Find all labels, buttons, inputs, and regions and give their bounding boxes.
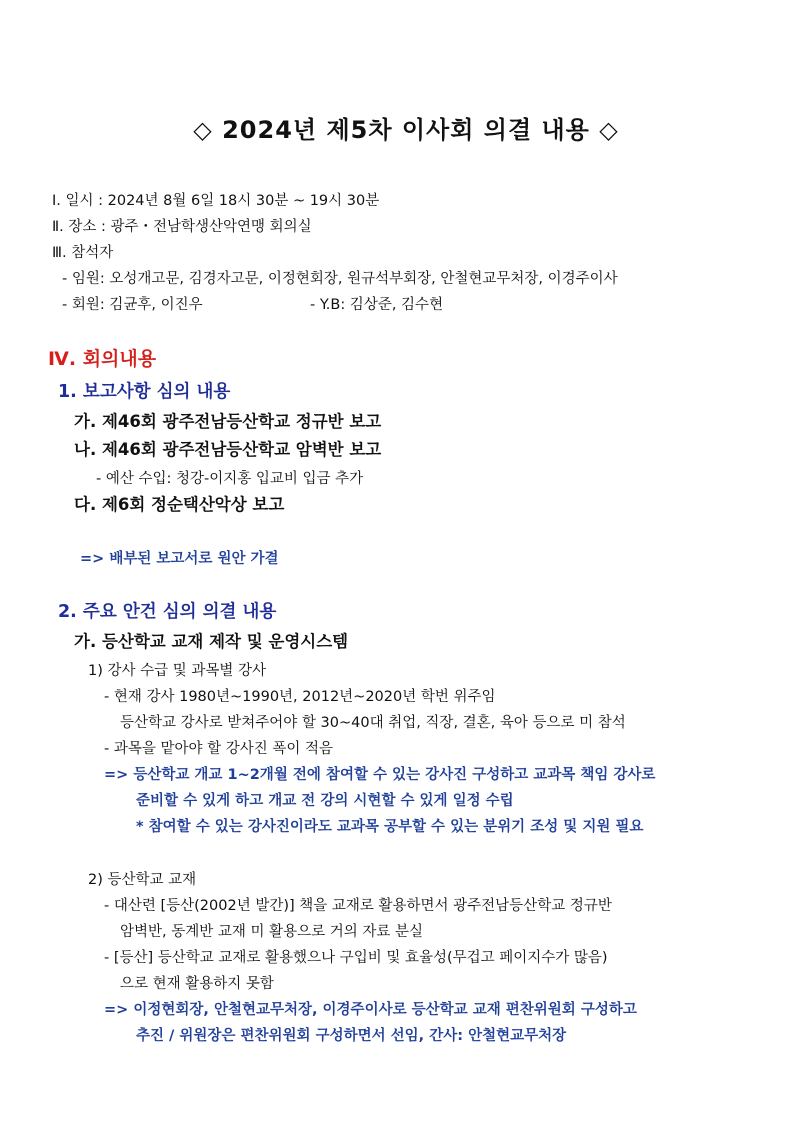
info-officers: - 임원: 오성개고문, 김경자고문, 이정현회장, 원규석부회장, 안철현교무처장, 이경주이사 (62, 271, 618, 287)
p1-result-3: * 참여할 수 있는 강사진이라도 교과목 공부할 수 있는 분위기 조성 및 지원 필요 (136, 819, 644, 835)
p1-line2: 등산학교 강사로 받쳐주어야 할 30~40대 취업, 직장, 결혼, 육아 등으로 미 참석 (120, 715, 626, 731)
p2-result-1: => 이정현회장, 안철현교무처장, 이경주이사로 등산학교 교재 편찬위원회 구성하고 (104, 1002, 637, 1018)
part2-sub-a: 가. 등산학교 교재 제작 및 운영시스템 (74, 632, 349, 651)
info-members: - 회원: 김균후, 이진우 (62, 297, 203, 313)
p2-line1: - 대산련 [등산(2002년 발간)] 책을 교재로 활용하면서 광주전남등산학교 정규반 (104, 898, 612, 914)
p2-result-2: 추진 / 위원장은 편찬위원회 구성하면서 선임, 간사: 안철현교무처장 (136, 1028, 567, 1044)
p1-heading: 1) 강사 수급 및 과목별 강사 (88, 663, 266, 679)
part1-item-c: 다. 제6회 정순택산악상 보고 (74, 495, 285, 514)
p1-line1: - 현재 강사 1980년~1990년, 2012년~2020년 학번 위주임 (104, 689, 496, 705)
p2-heading: 2) 등산학교 교재 (88, 872, 197, 888)
info-date: Ⅰ. 일시 : 2024년 8월 6일 18시 30분 ~ 19시 30분 (52, 193, 380, 209)
info-attendees-heading: Ⅲ. 참석자 (52, 245, 114, 261)
part2-heading: 2. 주요 안건 심의 의결 내용 (58, 602, 277, 622)
info-yb: - Y.B: 김상준, 김수현 (310, 297, 444, 313)
p1-result-2: 준비할 수 있게 하고 개교 전 강의 시현할 수 있게 일정 수립 (136, 793, 514, 809)
part1-heading: 1. 보고사항 심의 내용 (58, 382, 231, 402)
p2-line3: - [등산] 등산학교 교재로 활용했으나 구입비 및 효율성(무겁고 페이지수가 많음) (104, 950, 608, 966)
p2-line2: 암벽반, 동계반 교재 미 활용으로 거의 자료 분실 (120, 924, 424, 940)
p1-result-1: => 등산학교 개교 1~2개월 전에 참여할 수 있는 강사진 구성하고 교과목 책임 강사로 (104, 767, 656, 783)
part1-result: => 배부된 보고서로 원안 가결 (80, 551, 279, 567)
part1-budget-note: - 예산 수입: 청강-이지홍 입교비 입금 추가 (96, 471, 364, 487)
section-heading-meeting: Ⅳ. 회의내용 (48, 348, 157, 370)
page-title: ◇ 2024년 제5차 이사회 의결 내용 ◇ (193, 116, 619, 144)
p1-line3: - 과목을 맡아야 할 강사진 폭이 적음 (104, 741, 333, 757)
part1-item-b: 나. 제46회 광주전남등산학교 암벽반 보고 (74, 440, 382, 459)
info-place: Ⅱ. 장소 : 광주・전남학생산악연맹 회의실 (52, 219, 312, 235)
p2-line4: 으로 현재 활용하지 못함 (120, 976, 274, 992)
part1-item-a: 가. 제46회 광주전남등산학교 정규반 보고 (74, 412, 382, 431)
